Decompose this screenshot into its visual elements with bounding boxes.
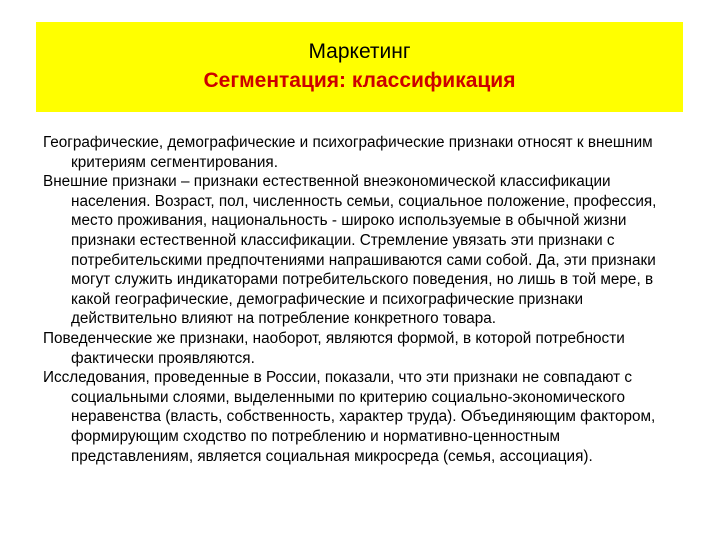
slide-title: Маркетинг xyxy=(308,40,411,63)
paragraph-russia-research: Исследования, проведенные в России, показали, что эти признаки не совпадают с социальными слоями, выделенными по критерию социально-экономического неравенства (власть, собственность, характер труда). Объединяющим фактором, формирующим сходство по потреблению и нормативно-ценностным представлениям, является социальная микросреда (семья, ассоциация). xyxy=(43,369,656,465)
title-banner xyxy=(36,22,683,112)
slide-body xyxy=(43,133,683,466)
paragraph-external-criteria: Географические, демографические и психографические признаки относят к внешним критериям сегментирования. xyxy=(43,134,653,171)
slide-subtitle: Сегментация: классификация xyxy=(203,69,516,92)
paragraph-external-features: Внешние признаки – признаки естественной внеэкономической классификации населения. Возраст, пол, численность семьи, социальное положение, профессия, место проживания, национальность - широко используемые в обычной жизни признаки естественной классификации. Стремление увязать эти признаки с потребительскими предпочтениями напрашиваются сами собой. Да, эти признаки могут служить индикаторами потребительского поведения, но лишь в той мере, в какой географические, демографические и психографические признаки действительно влияют на потребление конкретного товара. xyxy=(43,173,657,328)
paragraph-behavioral-features: Поведенческие же признаки, наоборот, являются формой, в которой потребности фактически проявляются. xyxy=(43,329,625,367)
